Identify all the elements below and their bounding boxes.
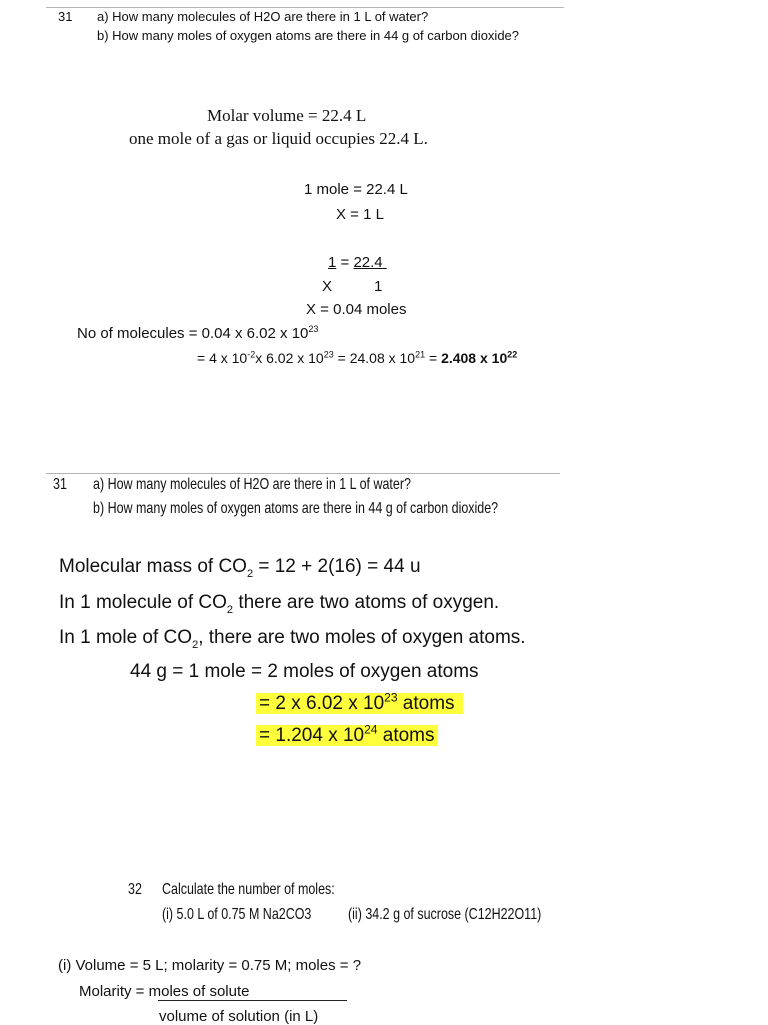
l2-d: =	[425, 350, 442, 366]
molar-volume-desc: one mole of a gas or liquid occupies 22.4 L.	[129, 129, 428, 148]
final-answer: 2.408 x 10	[441, 350, 508, 366]
co2-l2-a: In 1 molecule of CO	[59, 592, 227, 613]
l2-c-exp: 21	[415, 349, 426, 360]
molarity-denominator: volume of solution (in L)	[159, 1008, 319, 1025]
co2-l3-sub: 2	[192, 638, 199, 651]
l2-a: = 4 x 10	[197, 350, 248, 366]
l2-b: x 6.02 x 10	[255, 350, 324, 366]
fraction-numerator	[328, 254, 387, 271]
q31-top-part-b: b) How many moles of oxygen atoms are there in 44 g of carbon dioxide?	[97, 28, 520, 43]
molarity-line	[79, 983, 250, 1000]
co2-line-6	[256, 722, 438, 747]
top-rule	[46, 7, 564, 8]
co2-l1-b: = 12 + 2(16) = 44 u	[253, 556, 421, 577]
highlight-atoms-1	[256, 690, 463, 714]
q32-part-ii: (ii) 34.2 g of sucrose (C12H22O11)	[348, 906, 542, 923]
co2-l1-sub: 2	[246, 567, 254, 580]
co2-l2-sub: 2	[226, 603, 234, 616]
co2-line-3	[59, 627, 526, 649]
volume-line: (i) Volume = 5 L; molarity = 0.75 M; moles = ?	[58, 957, 362, 974]
co2-line-4: 44 g = 1 mole = 2 moles of oxygen atoms	[130, 661, 479, 682]
q31-bottom-part-a: a) How many molecules of H2O are there in 1 L of water?	[93, 476, 411, 493]
frac-num-1: 1	[328, 254, 337, 271]
co2-l3-b: , there are two moles of oxygen atoms.	[198, 627, 526, 648]
frac-num-2: 22.4	[353, 254, 387, 271]
highlight-atoms-2	[256, 722, 438, 746]
calc-result: X = 0.04 moles	[306, 301, 407, 318]
co2-line-2	[59, 592, 499, 614]
q32-title: Calculate the number of moles:	[162, 881, 335, 898]
q32-part-i: (i) 5.0 L of 0.75 M Na2CO3	[162, 906, 312, 923]
molecules-line-2	[197, 350, 517, 366]
q31-top-number: 31	[58, 9, 73, 24]
calc-mole-line: 1 mole = 22.4 L	[304, 181, 408, 198]
frac-den-2: 1	[374, 278, 383, 295]
co2-line-5	[256, 690, 463, 715]
co2-l5-exp: 23	[384, 690, 398, 705]
calc-x-line: X = 1 L	[336, 206, 384, 223]
q32-number: 32	[128, 881, 142, 898]
molarity-label: Molarity =	[79, 983, 149, 1000]
co2-line-1	[59, 556, 421, 578]
frac-num-eq: =	[336, 254, 354, 271]
molecules-exp: 23	[308, 324, 319, 334]
q31-top-part-a: a) How many molecules of H2O are there in 1 L of water?	[97, 9, 429, 24]
co2-l6-exp: 24	[364, 722, 378, 737]
l2-c: = 24.08 x 10	[333, 350, 416, 366]
co2-l1-a: Molecular mass of CO	[59, 556, 247, 577]
molar-volume-line: Molar volume = 22.4 L	[207, 106, 367, 125]
co2-l2-b: there are two atoms of oxygen.	[233, 592, 500, 613]
q31-bottom-part-b: b) How many moles of oxygen atoms are there in 44 g of carbon dioxide?	[93, 500, 499, 517]
frac-den-1: X	[322, 278, 333, 295]
co2-l5-a: = 2 x 6.02 x 10	[259, 693, 385, 714]
molarity-numerator: moles of solute	[148, 983, 250, 1000]
molarity-fraction-bar	[158, 1000, 347, 1001]
co2-l6-b: atoms	[377, 725, 435, 746]
l2-a-exp: -2	[247, 349, 256, 360]
molecules-line-1	[77, 325, 318, 342]
co2-l3-a: In 1 mole of CO	[59, 627, 193, 648]
q31-bottom-number: 31	[53, 476, 67, 493]
molecules-prefix: No of molecules = 0.04 x 6.02 x 10	[77, 325, 309, 342]
final-answer-exp: 22	[507, 349, 518, 360]
l2-b-exp: 23	[323, 349, 334, 360]
co2-l6-a: = 1.204 x 10	[259, 725, 365, 746]
co2-l5-b: atoms	[397, 693, 455, 714]
middle-rule	[46, 473, 560, 474]
